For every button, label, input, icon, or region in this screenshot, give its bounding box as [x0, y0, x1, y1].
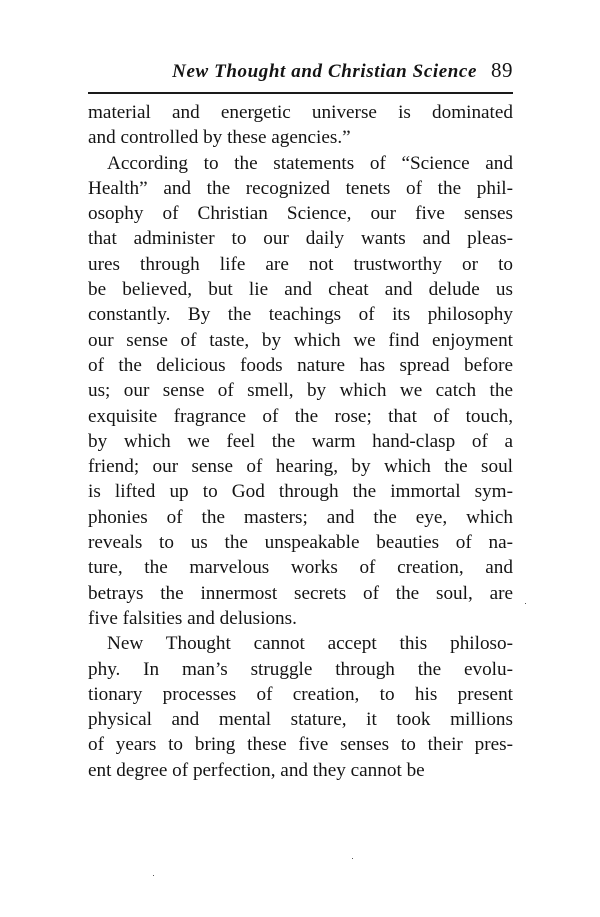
paragraph: [88, 100, 513, 151]
text-line: ture, the marvelous works of creation, and: [88, 557, 513, 579]
text-line: material and energetic universe is dominated: [88, 102, 513, 123]
text-line: betrays the innermost secrets of the soul, are: [88, 582, 513, 604]
text-line: tionary processes of creation, to his present: [88, 683, 513, 705]
book-page: [88, 58, 513, 783]
text-line: osophy of Christian Science, our five senses: [88, 203, 513, 225]
text-line: exquisite fragrance of the rose; that of touch,: [88, 405, 513, 427]
text-line: phy. In man’s struggle through the evolu-: [88, 658, 513, 680]
text-line: ent degree of perfection, and they cannot be: [88, 759, 425, 781]
text-line: New Thought cannot accept this philoso-: [107, 633, 513, 655]
text-line: of the delicious foods nature has spread before: [88, 354, 513, 376]
page-number: 89: [491, 58, 513, 82]
text-line: by which we feel the warm hand-clasp of a: [88, 430, 513, 452]
text-line: us; our sense of smell, by which we catch the: [88, 380, 513, 402]
paragraph: [88, 151, 513, 632]
text-line: of years to bring these five senses to their pres-: [88, 734, 513, 756]
text-line: constantly. By the teachings of its philosophy: [88, 304, 513, 326]
scan-speck: [352, 858, 353, 859]
text-line: five falsities and delusions.: [88, 607, 297, 629]
text-line: phonies of the masters; and the eye, which: [88, 506, 513, 528]
running-head: [88, 58, 513, 90]
text-line: friend; our sense of hearing, by which the soul: [88, 456, 513, 478]
text-line: reveals to us the unspeakable beauties of na-: [88, 532, 513, 554]
text-line: physical and mental stature, it took millions: [88, 709, 513, 731]
scan-speck: [525, 603, 526, 604]
text-line: be believed, but lie and cheat and delude us: [88, 279, 513, 301]
text-line: is lifted up to God through the immortal sym-: [88, 481, 513, 503]
paragraph: [88, 631, 513, 783]
header-rule: [88, 92, 513, 94]
scan-speck: [153, 875, 154, 876]
text-line: and controlled by these agencies.”: [88, 127, 351, 149]
running-title: New Thought and Christian Science: [172, 61, 477, 82]
text-line: Health” and the recognized tenets of the phil-: [88, 177, 513, 199]
text-line: According to the statements of “Science and: [107, 152, 513, 174]
text-line: that administer to our daily wants and pleas-: [88, 228, 513, 250]
text-line: ures through life are not trustworthy or to: [88, 253, 513, 275]
body-text: [88, 100, 513, 783]
text-line: our sense of taste, by which we find enjoyment: [88, 329, 513, 351]
